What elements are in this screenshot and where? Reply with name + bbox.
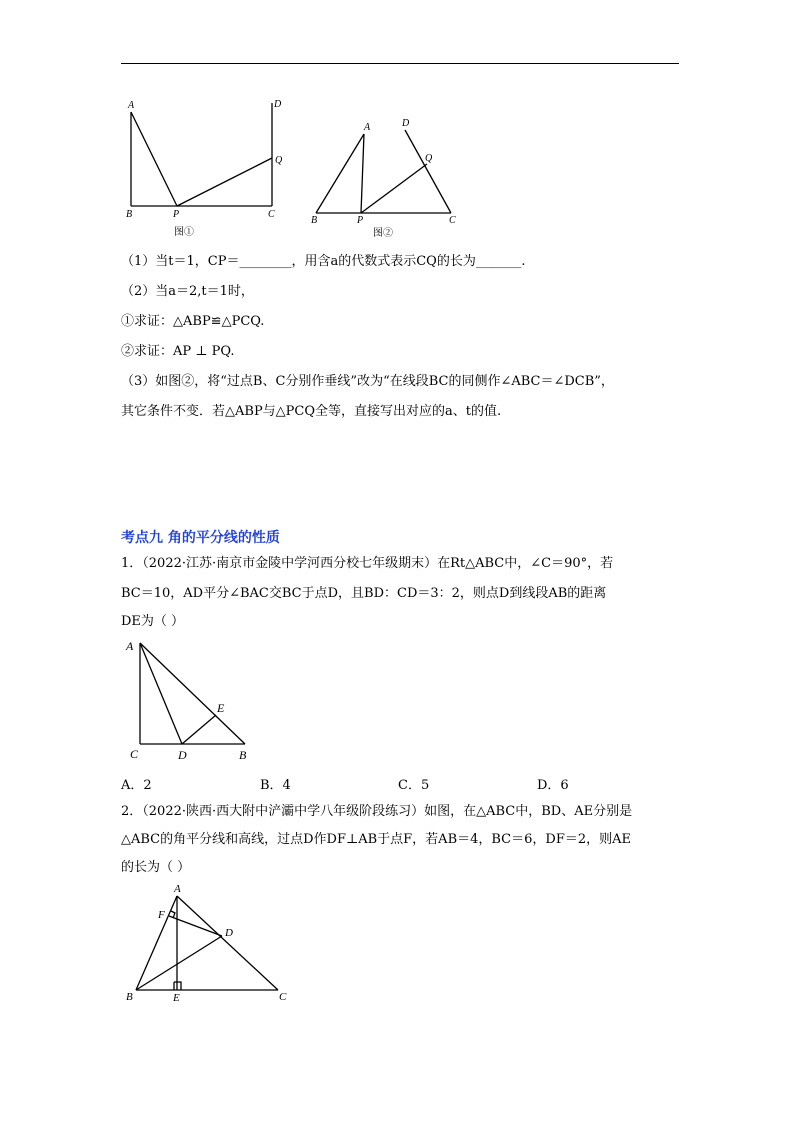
question-2b: ②求证：AP ⊥ PQ. [121, 344, 235, 359]
problem-1-figure [118, 636, 263, 764]
problem-1-option-d[interactable]: D．6 [537, 778, 569, 793]
figure-2-isosceles-diagram [305, 112, 470, 240]
label-c: C [449, 215, 456, 226]
question-2: （2）当a＝2,t＝1时， [121, 284, 254, 299]
problem-1-line-3: DE为（ ） [121, 614, 185, 629]
segment-de [182, 715, 216, 744]
label-a: A [126, 639, 134, 653]
label-a: A [364, 122, 371, 133]
figure-2-caption: 图② [373, 228, 393, 239]
problem-2-figure [118, 880, 298, 1008]
segment-ab [140, 643, 245, 744]
label-c: C [279, 991, 287, 1003]
segment-cd [405, 130, 451, 213]
label-q: Q [425, 153, 433, 164]
question-3-line-2: 其它条件不变．若△ABP与△PCQ全等，直接写出对应的a、t的值. [121, 404, 502, 419]
label-b: B [311, 215, 318, 226]
segment-ac [177, 896, 278, 990]
label-p: P [173, 209, 180, 220]
problem-2-line-1: 2．（2022·陕西·西大附中浐灞中学八年级阶段练习）如图，在△ABC中，BD、AE分别是 [121, 804, 633, 819]
problem-2-line-2: △ABC的角平分线和高线，过点D作DF⊥AB于点F，若AB＝4，BC＝6，DF＝2，则AE [121, 832, 631, 847]
label-p: P [357, 215, 364, 226]
label-d: D [178, 748, 187, 762]
label-d: D [225, 927, 233, 939]
problem-1-line-2: BC＝10，AD平分∠BAC交BC于点D，且BD：CD＝3：2，则点D到线段AB的距离 [121, 586, 607, 601]
label-e: E [217, 701, 225, 715]
question-1: （1）当t＝1，CP＝________，用含a的代数式表示CQ的长为_______. [121, 254, 526, 269]
segment-ab [316, 134, 364, 213]
segment-ap [361, 134, 364, 213]
problem-1-option-c[interactable]: C．5 [398, 778, 430, 793]
problem-1-line-1: 1．（2022·江苏·南京市金陵中学河西分校七年级期末）在Rt△ABC中，∠C＝90°，若 [121, 556, 614, 571]
label-a: A [174, 883, 181, 895]
label-c: C [268, 209, 275, 220]
label-e: E [173, 992, 180, 1004]
problem-1-option-b[interactable]: B．4 [260, 778, 291, 793]
label-a: A [128, 100, 135, 111]
header-rule [121, 63, 679, 64]
label-q: Q [275, 155, 283, 166]
segment-ad [140, 643, 182, 744]
segment-pq [361, 164, 427, 213]
question-3-line-1: （3）如图②，将“过点B、C分别作垂线”改为“在线段BC的同侧作∠ABC＝∠DCB”， [121, 374, 614, 389]
segment-ab [136, 896, 177, 990]
label-c: C [130, 747, 139, 761]
problem-1-option-a[interactable]: A．2 [121, 778, 152, 793]
label-b: B [126, 209, 133, 220]
label-d: D [402, 118, 410, 129]
label-f: F [158, 909, 165, 921]
problem-2-line-3: 的长为（ ） [121, 860, 191, 875]
figure-1-rectangle-diagram [118, 95, 298, 240]
section-heading: 考点九 角的平分线的性质 [121, 530, 280, 546]
segment-ap [131, 112, 177, 206]
label-d: D [274, 99, 282, 110]
label-b: B [239, 748, 247, 762]
label-b: B [126, 991, 133, 1003]
question-2a: ①求证：△ABP≌△PCQ. [121, 314, 265, 329]
figure-1-caption: 图① [174, 227, 194, 238]
segment-pq [177, 158, 272, 206]
